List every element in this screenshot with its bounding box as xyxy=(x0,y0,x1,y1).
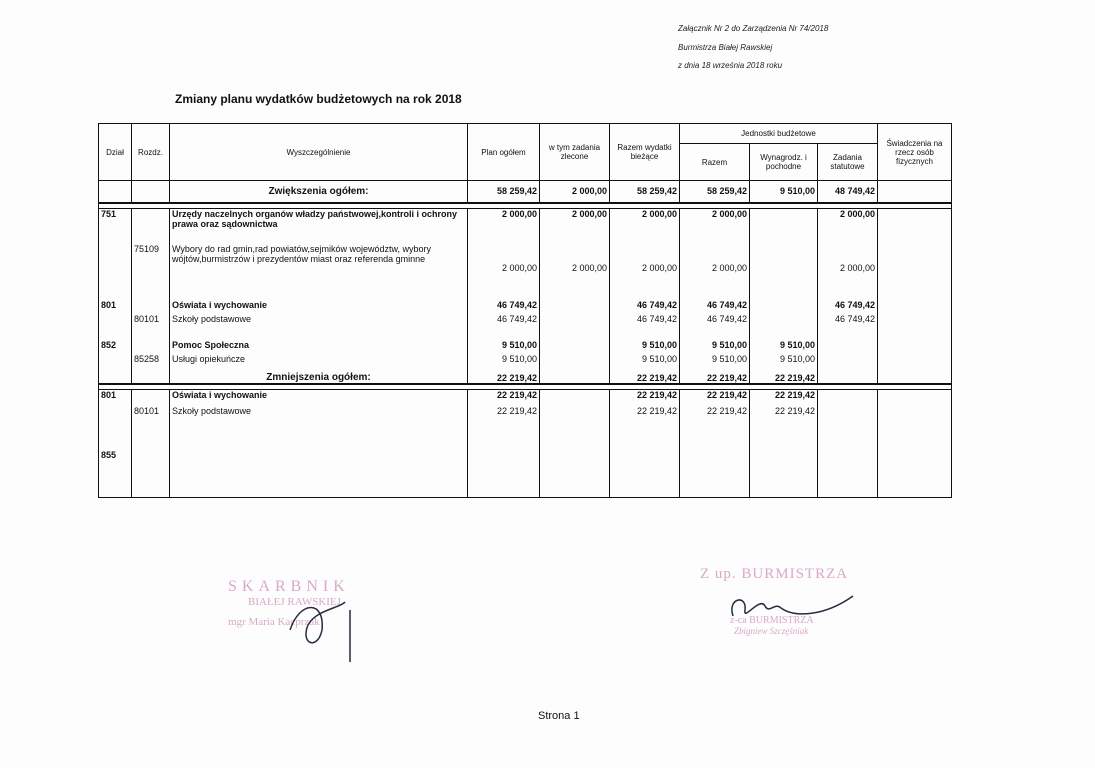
name-cell: Szkoły podstawowe xyxy=(170,406,468,420)
wynagrodz-cell xyxy=(750,208,818,244)
increase-plan: 58 259,42 xyxy=(468,181,540,203)
attachment-line: Załącznik Nr 2 do Zarządzenia Nr 74/2018 xyxy=(678,24,829,33)
dzial-cell: 801 xyxy=(99,300,132,314)
name-cell: Wybory do rad gmin,rad powiatów,sejmików województw, wybory wójtów,burmistrzów i prezydentów miast oraz referenda gminne xyxy=(170,244,468,292)
increase-statutowe: 48 749,42 xyxy=(818,181,878,203)
dzial-cell xyxy=(99,244,132,292)
stamp-right-line3: Zbigniew Szczęśniak xyxy=(734,626,809,636)
wynagrodz-cell: 9 510,00 xyxy=(750,340,818,354)
stamp-right-line2: z-ca BURMISTRZA xyxy=(730,615,814,626)
stamp-left-line3: mgr Maria Kacprzak xyxy=(228,616,320,628)
table-row xyxy=(99,390,952,406)
increase-razem: 58 259,42 xyxy=(680,181,750,203)
stamp-left-line1: SKARBNIK xyxy=(228,578,350,595)
dzial-cell: 855 xyxy=(99,450,132,498)
issuer-line: Burmistrza Białej Rawskiej xyxy=(678,43,773,52)
dzial-cell: 801 xyxy=(99,390,132,406)
dzial-cell xyxy=(99,354,132,368)
razem-cell: 9 510,00 xyxy=(680,354,750,368)
table-row xyxy=(99,354,952,368)
wynagrodz-cell xyxy=(750,244,818,292)
increase-wynagrodz: 9 510,00 xyxy=(750,181,818,203)
biezace-cell: 9 510,00 xyxy=(610,354,680,368)
biezace-cell: 9 510,00 xyxy=(610,340,680,354)
col-rozdz: Rozdz. xyxy=(132,124,170,181)
col-dzial: Dział xyxy=(99,124,132,181)
rozdz-cell xyxy=(132,340,170,354)
statutowe-cell: 2 000,00 xyxy=(818,208,878,244)
rozdz-cell: 80101 xyxy=(132,406,170,420)
mayor-signature xyxy=(725,588,865,628)
wynagrodz-cell xyxy=(750,314,818,328)
name-cell: Oświata i wychowanie xyxy=(170,300,468,314)
decrease-total-row xyxy=(99,368,952,384)
page-title: Zmiany planu wydatków budżetowych na rok 2018 xyxy=(175,92,462,106)
zlecone-cell xyxy=(540,340,610,354)
table-row xyxy=(99,340,952,354)
col-plan: Plan ogółem xyxy=(468,124,540,181)
col-swiadczenia: Świadczenia na rzecz osób fizycznych xyxy=(878,124,952,181)
table-row xyxy=(99,406,952,420)
table-row xyxy=(99,208,952,244)
plan-cell: 22 219,42 xyxy=(468,390,540,406)
zlecone-cell xyxy=(540,314,610,328)
col-wynagrodz: Wynagrodz. i pochodne xyxy=(750,144,818,181)
increase-zlecone: 2 000,00 xyxy=(540,181,610,203)
col-biezace: Razem wydatki bieżące xyxy=(610,124,680,181)
statutowe-cell: 46 749,42 xyxy=(818,314,878,328)
plan-cell: 9 510,00 xyxy=(468,340,540,354)
name-cell: Usługi opiekuńcze xyxy=(170,354,468,368)
zlecone-cell xyxy=(540,300,610,314)
plan-cell: 2 000,00 xyxy=(468,244,540,292)
plan-cell: 22 219,42 xyxy=(468,406,540,420)
biezace-cell: 2 000,00 xyxy=(610,208,680,244)
table-row xyxy=(99,244,952,292)
decrease-total-label: Zmniejszenia ogółem: xyxy=(170,368,468,384)
plan-cell: 9 510,00 xyxy=(468,354,540,368)
razem-cell: 22 219,42 xyxy=(680,406,750,420)
biezace-cell: 2 000,00 xyxy=(610,244,680,292)
statutowe-cell xyxy=(818,354,878,368)
decrease-wynagrodz: 22 219,42 xyxy=(750,368,818,384)
name-cell: Szkoły podstawowe xyxy=(170,314,468,328)
dzial-cell xyxy=(99,406,132,420)
statutowe-cell xyxy=(818,340,878,354)
biezace-cell: 46 749,42 xyxy=(610,300,680,314)
decrease-biezace: 22 219,42 xyxy=(610,368,680,384)
razem-cell: 46 749,42 xyxy=(680,300,750,314)
zlecone-cell: 2 000,00 xyxy=(540,208,610,244)
decrease-razem: 22 219,42 xyxy=(680,368,750,384)
zlecone-cell xyxy=(540,354,610,368)
wynagrodz-cell xyxy=(750,300,818,314)
table-row xyxy=(99,300,952,314)
razem-cell: 22 219,42 xyxy=(680,390,750,406)
increase-total-label: Zwiększenia ogółem: xyxy=(170,181,468,203)
col-wyszczegolnienie: Wyszczególnienie xyxy=(170,124,468,181)
decrease-plan: 22 219,42 xyxy=(468,368,540,384)
razem-cell: 9 510,00 xyxy=(680,340,750,354)
name-cell: Pomoc Społeczna xyxy=(170,340,468,354)
stamp-right-line1: Z up. BURMISTRZA xyxy=(700,566,849,582)
col-razem: Razem xyxy=(680,144,750,181)
col-zlecone: w tym zadania zlecone xyxy=(540,124,610,181)
dzial-cell: 852 xyxy=(99,340,132,354)
table-row xyxy=(99,450,952,498)
name-cell: Oświata i wychowanie xyxy=(170,390,468,406)
rozdz-cell: 75109 xyxy=(132,244,170,292)
razem-cell: 2 000,00 xyxy=(680,208,750,244)
biezace-cell: 46 749,42 xyxy=(610,314,680,328)
statutowe-cell: 46 749,42 xyxy=(818,300,878,314)
budget-table xyxy=(98,123,952,498)
biezace-cell: 22 219,42 xyxy=(610,390,680,406)
dzial-cell xyxy=(99,314,132,328)
name-cell: Urzędy naczelnych organów władzy państwowej,kontroli i ochrony prawa oraz sądownictwa xyxy=(170,208,468,244)
treasurer-signature xyxy=(270,590,370,670)
increase-biezace: 58 259,42 xyxy=(610,181,680,203)
page-number: Strona 1 xyxy=(538,710,580,722)
razem-cell: 46 749,42 xyxy=(680,314,750,328)
plan-cell: 46 749,42 xyxy=(468,300,540,314)
dzial-cell: 751 xyxy=(99,208,132,244)
rozdz-cell xyxy=(132,208,170,244)
stamp-left-line2: BIAŁEJ RAWSKIEJ xyxy=(248,596,341,608)
biezace-cell: 22 219,42 xyxy=(610,406,680,420)
col-jednostki: Jednostki budżetowe xyxy=(680,124,878,144)
wynagrodz-cell: 9 510,00 xyxy=(750,354,818,368)
wynagrodz-cell: 22 219,42 xyxy=(750,390,818,406)
rozdz-cell xyxy=(132,300,170,314)
razem-cell: 2 000,00 xyxy=(680,244,750,292)
increase-total-row xyxy=(99,181,952,203)
wynagrodz-cell: 22 219,42 xyxy=(750,406,818,420)
plan-cell: 46 749,42 xyxy=(468,314,540,328)
date-line: z dnia 18 września 2018 roku xyxy=(678,61,783,70)
rozdz-cell: 80101 xyxy=(132,314,170,328)
table-row xyxy=(99,314,952,328)
plan-cell: 2 000,00 xyxy=(468,208,540,244)
zlecone-cell: 2 000,00 xyxy=(540,244,610,292)
col-statutowe: Zadania statutowe xyxy=(818,144,878,181)
rozdz-cell xyxy=(132,390,170,406)
rozdz-cell: 85258 xyxy=(132,354,170,368)
statutowe-cell: 2 000,00 xyxy=(818,244,878,292)
